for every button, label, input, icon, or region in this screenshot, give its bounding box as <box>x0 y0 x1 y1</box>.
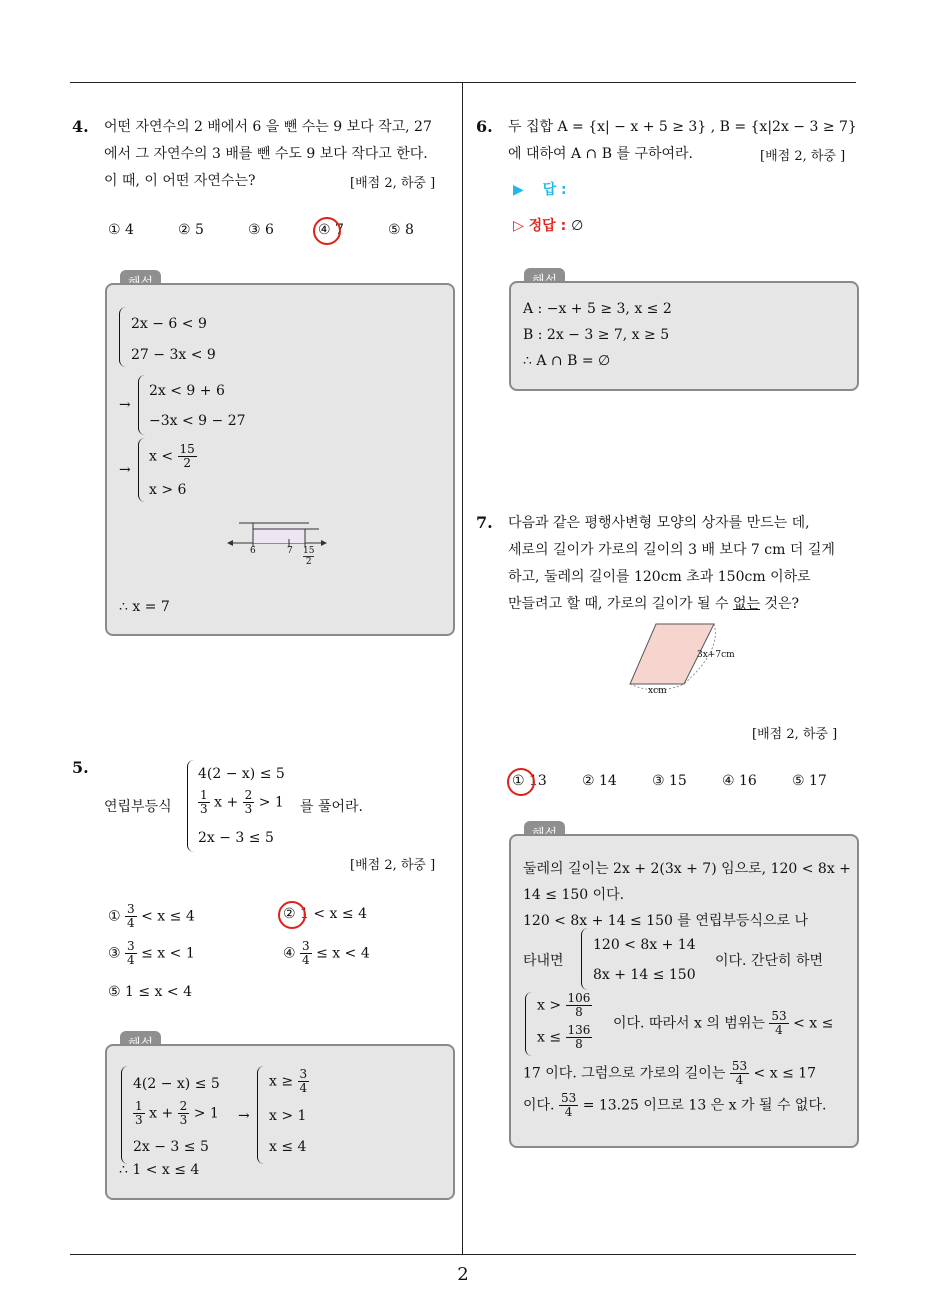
brace <box>187 760 194 852</box>
arrow-glyph: → <box>119 397 131 413</box>
q7-sol-line: 17 이다. 그럼으로 가로의 길이는 $\frac{53}{4}$ < x ≤ 17 <box>523 1059 817 1087</box>
play-icon: ▶ <box>513 182 524 198</box>
fraction: $\frac{53}{4}$ <box>560 1091 577 1119</box>
q7-line: 하고, 둘레의 길이를 120cm 초과 150cm 이하로 <box>508 569 811 585</box>
q7-sol-line: x > $\frac{106}{8}$ <box>537 991 591 1019</box>
q6-sol-line: A : −x + 5 ≥ 3, x ≤ 2 <box>523 301 672 317</box>
q7-sol-line: 120 < 8x + 14 ≤ 150 를 연립부등식으로 나 <box>523 913 809 929</box>
fraction: $\frac{106}{8}$ <box>567 991 591 1019</box>
q6-solution-box <box>509 281 859 391</box>
fraction: $\frac{2}{3}$ <box>179 1099 188 1127</box>
q7-number: 7. <box>476 513 493 532</box>
brace <box>119 307 126 367</box>
q7-sol-line: 이다. 따라서 x 의 범위는 $\frac{53}{4}$ < x ≤ <box>613 1009 834 1037</box>
play-outline-icon: ▷ <box>513 218 524 234</box>
q7-sol-line: 이다. 간단히 하면 <box>715 953 824 969</box>
q4-line: 에서 그 자연수의 3 배를 뺀 수도 9 보다 작다고 한다. <box>104 146 428 162</box>
q4-choice-5[interactable]: ⑤ 8 <box>388 222 414 238</box>
page-number: 2 <box>457 1264 469 1285</box>
q7-text <box>508 510 858 618</box>
q4-number: 4. <box>72 117 89 136</box>
q7-sol-line: 120 < 8x + 14 <box>593 937 696 953</box>
arrow-glyph: → <box>119 462 131 478</box>
q4-line: 이 때, 이 어떤 자연수는? <box>104 173 256 189</box>
q6-score: [배점 2, 하중 ] <box>760 149 846 164</box>
fraction: $\frac{53}{4}$ <box>731 1059 748 1087</box>
q5-choice-3[interactable]: ③ $\frac{3}{4}$ ≤ x < 1 <box>108 939 195 967</box>
fraction: $\frac{3}{4}$ <box>302 939 310 967</box>
q5-post: 를 풀어라. <box>300 799 363 815</box>
q4-choice-2[interactable]: ② 5 <box>178 222 204 238</box>
q5-sol-line: 2x − 3 ≤ 5 <box>133 1139 209 1155</box>
q5-choice-2[interactable]: ② 1 < x ≤ 4 <box>283 906 367 922</box>
q5-sys-3: 2x − 3 ≤ 5 <box>198 830 274 846</box>
q7-sol-line: 이다. $\frac{53}{4}$ = 13.25 이므로 13 은 x 가 될 수 없다. <box>523 1091 827 1119</box>
q7-choice-3[interactable]: ③ 15 <box>652 773 687 789</box>
fraction: $\frac{1}{3}$ <box>135 1099 143 1127</box>
tick-label: 6 <box>250 546 256 556</box>
q7-sol-line: 둘레의 길이는 2x + 2(3x + 7) 임으로, 120 < 8x + <box>523 861 851 877</box>
fraction: $\frac{2}{3}$ <box>244 788 253 816</box>
q7-choice-1[interactable]: ① 13 <box>512 773 547 789</box>
q5-choice-1[interactable]: ① $\frac{3}{4}$ < x ≤ 4 <box>108 902 195 930</box>
fraction: $\frac{3}{4}$ <box>127 902 135 930</box>
q6-number: 6. <box>476 117 493 136</box>
q7-choice-4[interactable]: ④ 16 <box>722 773 757 789</box>
correct-answer-label: 정답 : <box>528 218 567 234</box>
q4-score: [배점 2, 하중 ] <box>350 176 436 191</box>
q5-number: 5. <box>72 758 89 777</box>
fraction: $\frac{15}{2}$ <box>179 442 195 470</box>
answer-row <box>513 179 567 199</box>
q5-choice-4[interactable]: ④ $\frac{3}{4}$ ≤ x < 4 <box>283 939 370 967</box>
fraction: $\frac{1}{3}$ <box>200 788 208 816</box>
tick-label: 15 2 <box>303 546 315 567</box>
bottom-rule <box>70 1254 856 1255</box>
q7-line: 세로의 길이가 가로의 길이의 3 배 보다 7 cm 더 길게 <box>508 542 835 558</box>
column-divider <box>462 82 463 1254</box>
q5-sys-1: 4(2 − x) ≤ 5 <box>198 766 285 782</box>
q7-choice-5[interactable]: ⑤ 17 <box>792 773 827 789</box>
q4-sol-line: 27 − 3x < 9 <box>131 347 216 363</box>
q5-sol-line: $\frac{1}{3}$ x + $\frac{2}{3}$ > 1 <box>135 1099 219 1127</box>
q6-sol-line: ∴ A ∩ B = ∅ <box>523 353 611 369</box>
q7-sol-line: 8x + 14 ≤ 150 <box>593 967 696 983</box>
q5-choice-5[interactable]: ⑤ 1 ≤ x < 4 <box>108 984 192 1000</box>
figure-side-label: 3x+7cm <box>697 650 735 660</box>
correct-answer-value: ∅ <box>571 218 584 234</box>
brace <box>138 438 145 502</box>
figure-bottom-label: xcm <box>648 686 667 696</box>
answer-circle-mark <box>313 217 341 245</box>
brace <box>138 375 145 435</box>
q4-choice-1[interactable]: ① 4 <box>108 222 134 238</box>
q4-solution-box <box>105 283 455 636</box>
q5-score: [배점 2, 하중 ] <box>350 858 436 873</box>
q5-sol-final: ∴ 1 < x ≤ 4 <box>119 1162 200 1178</box>
q5-sol-line: x > 1 <box>269 1108 307 1124</box>
q6-line: 두 집합 A = {x| − x + 5 ≥ 3} , B = {x|2x − 3 ≥ 7} <box>508 119 857 135</box>
q4-sol-line: −3x < 9 − 27 <box>149 413 246 429</box>
q7-line: 만들려고 할 때, 가로의 길이가 될 수 없는 것은? <box>508 596 800 612</box>
q6-sol-line: B : 2x − 3 ≥ 7, x ≥ 5 <box>523 327 670 343</box>
fraction: $\frac{53}{4}$ <box>771 1009 787 1037</box>
answer-label: 답 : <box>542 182 567 198</box>
q7-sol-line: x ≤ $\frac{136}{8}$ <box>537 1023 591 1051</box>
q5-sol-line: 4(2 − x) ≤ 5 <box>133 1076 220 1092</box>
top-rule <box>70 82 856 83</box>
q4-sol-line: x > 6 <box>149 482 187 498</box>
correct-answer-row <box>513 215 583 235</box>
q4-choice-3[interactable]: ③ 6 <box>248 222 274 238</box>
q4-choice-4[interactable]: ④ 7 <box>318 222 344 238</box>
q7-solution-box <box>509 834 859 1148</box>
q4-line: 어떤 자연수의 2 배에서 6 을 뺀 수는 9 보다 작고, 27 <box>104 119 432 135</box>
q4-sol-line: 2x − 6 < 9 <box>131 316 207 332</box>
answer-circle-mark <box>507 768 535 796</box>
q4-sol-line: 2x < 9 + 6 <box>149 383 225 399</box>
q4-sol-line: x < $\frac{15}{2}$ <box>149 442 195 470</box>
q7-choice-2[interactable]: ② 14 <box>582 773 617 789</box>
q5-solution-box <box>105 1044 455 1200</box>
tick-label: 7 <box>287 546 293 556</box>
q7-score: [배점 2, 하중 ] <box>752 727 838 742</box>
q7-sol-line: 타내면 <box>523 953 564 969</box>
fraction: $\frac{3}{4}$ <box>127 939 135 967</box>
q5-sol-line: x ≥ $\frac{3}{4}$ <box>269 1067 308 1095</box>
q5-sol-line: x ≤ 4 <box>269 1139 307 1155</box>
brace <box>257 1066 264 1164</box>
q7-sol-line: 14 ≤ 150 이다. <box>523 887 625 903</box>
fraction: $\frac{136}{8}$ <box>567 1023 591 1051</box>
brace <box>525 992 532 1056</box>
fraction: $\frac{3}{4}$ <box>299 1067 308 1095</box>
brace <box>581 928 588 990</box>
arrow-glyph: → <box>238 1108 250 1124</box>
answer-circle-mark <box>278 901 306 929</box>
q7-line: 다음과 같은 평행사변형 모양의 상자를 만드는 데, <box>508 515 810 531</box>
q5-sys-2: $\frac{1}{3}$ x + $\frac{2}{3}$ > 1 <box>200 788 284 816</box>
q4-sol-final: ∴ x = 7 <box>119 599 170 615</box>
q5-pre: 연립부등식 <box>104 799 172 815</box>
number-line <box>227 517 327 549</box>
brace <box>121 1066 128 1164</box>
q6-line: 에 대하여 A ∩ B 를 구하여라. <box>508 146 693 162</box>
